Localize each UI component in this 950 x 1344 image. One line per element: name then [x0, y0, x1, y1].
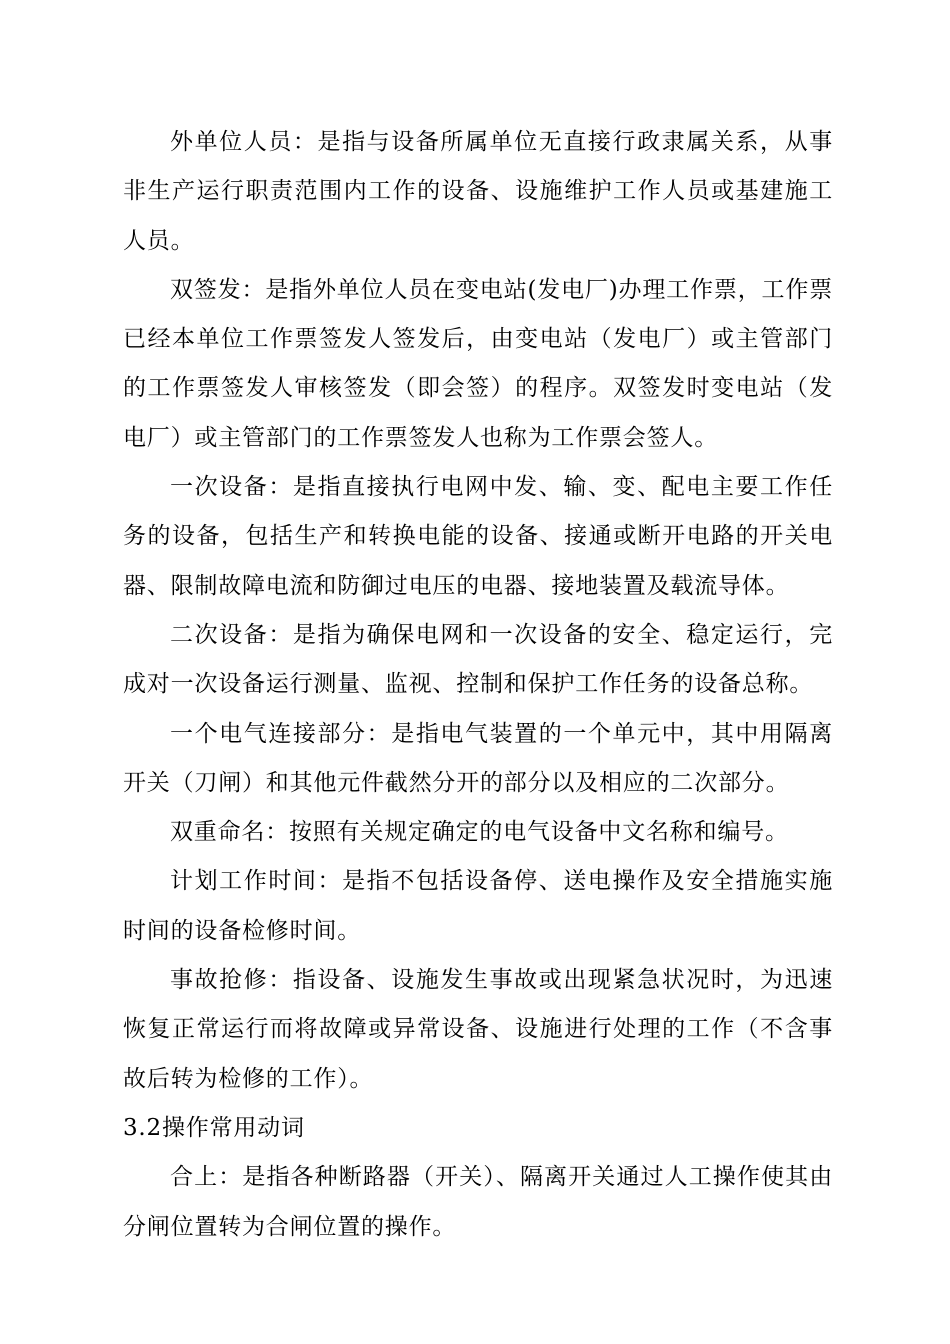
document-body [123, 118, 833, 1252]
paragraph-close-operation: 合上：是指各种断路器（开关）、隔离开关通过人工操作使其由分闸位置转为合闸位置的操作。 [123, 1164, 833, 1240]
paragraph-secondary-equipment: 二次设备：是指为确保电网和一次设备的安全、稳定运行，完成对一次设备运行测量、监视、控制和保护工作任务的设备总称。 [123, 621, 833, 698]
paragraph-dual-signing: 双签发：是指外单位人员在变电站(发电厂)办理工作票，工作票已经本单位工作票签发人签发后，由变电站（发电厂）或主管部门的工作票签发人审核签发（即会签）的程序。双签发时变电站（发电厂）或主管部门的工作票签发人也称为工作票会签人。 [123, 276, 833, 451]
paragraph-emergency-repair: 事故抢修：指设备、设施发生事故或出现紧急状况时，为迅速恢复正常运行而将故障或异常设备、设施进行处理的工作（不含事故后转为检修的工作）。 [123, 967, 833, 1092]
paragraph-outside-personnel: 外单位人员：是指与设备所属单位无直接行政隶属关系，从事非生产运行职责范围内工作的设备、设施维护工作人员或基建施工人员。 [123, 129, 833, 254]
section-heading: 3.2操作常用动词 [123, 1114, 305, 1141]
paragraph-planned-work-time: 计划工作时间：是指不包括设备停、送电操作及安全措施实施时间的设备检修时间。 [123, 868, 833, 944]
paragraph-dual-naming: 双重命名：按照有关规定确定的电气设备中文名称和编号。 [170, 819, 789, 846]
paragraph-electrical-connection-part: 一个电气连接部分：是指电气装置的一个单元中，其中用隔离开关（刀闸）和其他元件截然分开的部分以及相应的二次部分。 [123, 720, 833, 796]
paragraph-primary-equipment: 一次设备：是指直接执行电网中发、输、变、配电主要工作任务的设备，包括生产和转换电能的设备、接通或断开电路的开关电器、限制故障电流和防御过电压的电器、接地装置及载流导体。 [123, 474, 833, 599]
